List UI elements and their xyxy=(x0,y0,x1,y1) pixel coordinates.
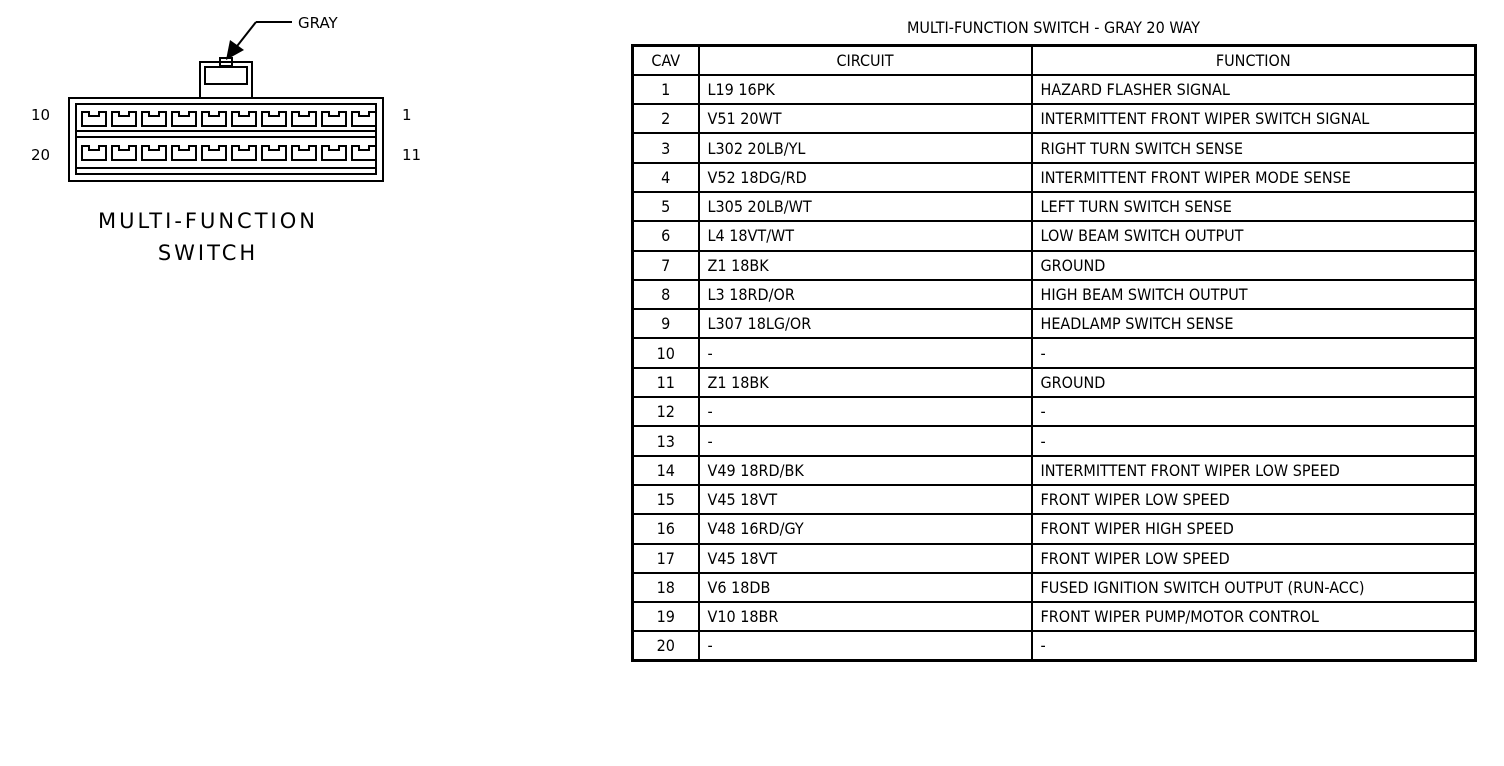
cavity-terminal xyxy=(352,146,376,160)
cell-cav: 9 xyxy=(633,309,699,338)
cell-function: - xyxy=(1032,426,1476,455)
cavity-terminal xyxy=(292,112,316,126)
header-function: FUNCTION xyxy=(1032,46,1476,75)
cavity-terminal xyxy=(202,112,226,126)
connector-color-label: GRAY xyxy=(298,14,338,32)
cavity-terminal xyxy=(322,112,346,126)
pin-number-label: 1 xyxy=(402,106,412,124)
table-row xyxy=(633,221,1476,250)
cell-function: FRONT WIPER LOW SPEED xyxy=(1032,485,1476,514)
cell-function: HIGH BEAM SWITCH OUTPUT xyxy=(1032,280,1476,309)
table-row xyxy=(633,602,1476,631)
cell-function: FRONT WIPER PUMP/MOTOR CONTROL xyxy=(1032,602,1476,631)
bottom-cavity-row xyxy=(82,146,376,160)
pin-number-label: 11 xyxy=(402,146,422,164)
header-circuit: CIRCUIT xyxy=(699,46,1032,75)
cell-cav: 1 xyxy=(633,75,699,104)
cell-circuit: L3 18RD/OR xyxy=(699,280,1032,309)
cell-cav: 14 xyxy=(633,456,699,485)
cavity-terminal xyxy=(142,112,166,126)
cell-circuit: - xyxy=(699,397,1032,426)
cavity-terminal xyxy=(112,112,136,126)
cell-cav: 2 xyxy=(633,104,699,133)
table-row xyxy=(633,104,1476,133)
cavity-terminal xyxy=(352,112,376,126)
cell-circuit: L307 18LG/OR xyxy=(699,309,1032,338)
cavity-terminal xyxy=(202,146,226,160)
table-row xyxy=(633,573,1476,602)
cavity-terminal xyxy=(82,146,106,160)
table-row xyxy=(633,133,1476,162)
connector-name-line: MULTI-FUNCTION xyxy=(98,209,318,233)
cell-cav: 20 xyxy=(633,631,699,660)
table-row xyxy=(633,456,1476,485)
table-row xyxy=(633,426,1476,455)
table-row xyxy=(633,75,1476,104)
header-cav: CAV xyxy=(633,46,699,75)
table-row xyxy=(633,397,1476,426)
cell-cav: 17 xyxy=(633,544,699,573)
cell-cav: 4 xyxy=(633,163,699,192)
table-row xyxy=(633,163,1476,192)
cell-cav: 7 xyxy=(633,251,699,280)
cell-cav: 19 xyxy=(633,602,699,631)
cell-function: HEADLAMP SWITCH SENSE xyxy=(1032,309,1476,338)
pinout-table xyxy=(631,44,1477,662)
table-row xyxy=(633,338,1476,367)
cavity-terminal xyxy=(232,112,256,126)
cell-circuit: V45 18VT xyxy=(699,544,1032,573)
cell-circuit: - xyxy=(699,338,1032,367)
gray-leader-arrow xyxy=(226,22,292,60)
cavity-terminal xyxy=(262,146,286,160)
cell-circuit: V48 16RD/GY xyxy=(699,514,1032,543)
connector-name-line: SWITCH xyxy=(157,241,259,265)
cell-circuit: - xyxy=(699,631,1032,660)
cell-circuit: L19 16PK xyxy=(699,75,1032,104)
cell-function: RIGHT TURN SWITCH SENSE xyxy=(1032,133,1476,162)
table-header-row xyxy=(633,46,1476,75)
cell-function: - xyxy=(1032,631,1476,660)
cavity-terminal xyxy=(142,146,166,160)
cell-function: FRONT WIPER LOW SPEED xyxy=(1032,544,1476,573)
cell-function: GROUND xyxy=(1032,251,1476,280)
cell-function: INTERMITTENT FRONT WIPER SWITCH SIGNAL xyxy=(1032,104,1476,133)
cell-circuit: Z1 18BK xyxy=(699,251,1032,280)
cell-function: HAZARD FLASHER SIGNAL xyxy=(1032,75,1476,104)
cell-circuit: L4 18VT/WT xyxy=(699,221,1032,250)
cell-function: FUSED IGNITION SWITCH OUTPUT (RUN-ACC) xyxy=(1032,573,1476,602)
cavity-terminal xyxy=(172,146,196,160)
cell-function: - xyxy=(1032,397,1476,426)
cell-cav: 12 xyxy=(633,397,699,426)
cavity-terminal xyxy=(172,112,196,126)
cell-circuit: Z1 18BK xyxy=(699,368,1032,397)
cavity-terminal xyxy=(82,112,106,126)
table-row xyxy=(633,251,1476,280)
cell-function: - xyxy=(1032,338,1476,367)
table-row xyxy=(633,631,1476,660)
pin-number-label: 20 xyxy=(31,146,51,164)
cavity-terminal xyxy=(112,146,136,160)
cavity-terminal xyxy=(262,112,286,126)
table-row xyxy=(633,544,1476,573)
table-row xyxy=(633,192,1476,221)
cavity-terminal xyxy=(232,146,256,160)
table-row xyxy=(633,485,1476,514)
cell-function: LEFT TURN SWITCH SENSE xyxy=(1032,192,1476,221)
cell-function: GROUND xyxy=(1032,368,1476,397)
cell-cav: 10 xyxy=(633,338,699,367)
pin-number-label: 10 xyxy=(31,106,51,124)
cell-function: INTERMITTENT FRONT WIPER MODE SENSE xyxy=(1032,163,1476,192)
cell-circuit: V49 18RD/BK xyxy=(699,456,1032,485)
cavity-terminal xyxy=(322,146,346,160)
cell-cav: 11 xyxy=(633,368,699,397)
cell-circuit: V52 18DG/RD xyxy=(699,163,1032,192)
cell-cav: 18 xyxy=(633,573,699,602)
cell-circuit: L305 20LB/WT xyxy=(699,192,1032,221)
cell-function: LOW BEAM SWITCH OUTPUT xyxy=(1032,221,1476,250)
cell-cav: 6 xyxy=(633,221,699,250)
cell-cav: 16 xyxy=(633,514,699,543)
cavity-terminal xyxy=(292,146,316,160)
cell-circuit: V51 20WT xyxy=(699,104,1032,133)
table-row xyxy=(633,514,1476,543)
cell-cav: 3 xyxy=(633,133,699,162)
cell-cav: 8 xyxy=(633,280,699,309)
cell-function: FRONT WIPER HIGH SPEED xyxy=(1032,514,1476,543)
cell-cav: 5 xyxy=(633,192,699,221)
cell-circuit: - xyxy=(699,426,1032,455)
table-title: MULTI-FUNCTION SWITCH - GRAY 20 WAY xyxy=(906,18,1201,37)
cell-cav: 15 xyxy=(633,485,699,514)
cell-cav: 13 xyxy=(633,426,699,455)
cell-function: INTERMITTENT FRONT WIPER LOW SPEED xyxy=(1032,456,1476,485)
cell-circuit: V6 18DB xyxy=(699,573,1032,602)
table-row xyxy=(633,280,1476,309)
top-cavity-row xyxy=(82,112,376,126)
connector-name xyxy=(90,205,326,269)
table-row xyxy=(633,309,1476,338)
cell-circuit: V10 18BR xyxy=(699,602,1032,631)
cell-circuit: V45 18VT xyxy=(699,485,1032,514)
cell-circuit: L302 20LB/YL xyxy=(699,133,1032,162)
table-row xyxy=(633,368,1476,397)
